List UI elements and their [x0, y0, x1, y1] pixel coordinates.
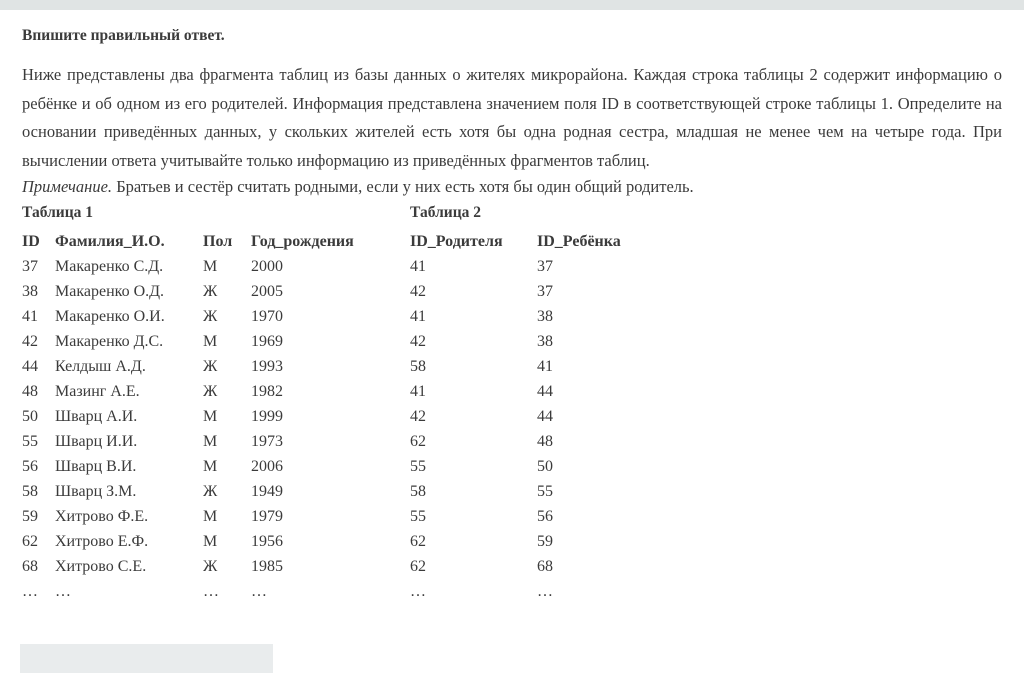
table-row: [22, 354, 410, 379]
table-1-col-birthyear: Год_рождения: [251, 232, 354, 250]
table-cell: 1956: [251, 532, 283, 550]
top-bar: [0, 0, 1024, 10]
table-cell: М: [203, 332, 218, 350]
table-2-block: [410, 203, 637, 604]
table-cell: 50: [22, 407, 38, 425]
table-row: [22, 579, 410, 604]
table-cell: Макаренко О.И.: [55, 307, 165, 325]
table-cell: …: [22, 582, 38, 600]
table-cell: 58: [410, 482, 426, 500]
table-cell: 56: [537, 507, 553, 525]
table-cell: 38: [22, 282, 38, 300]
question-text: Ниже представлены два фрагмента таблиц из базы данных о жителях микрорайона. Каждая строка таблицы 2 содержит информацию о ребёнке и об одном из его родителей. Информация представлена значением поля ID в соответствующей строке таблицы 1. Определите на основании приведённых данных, у скольких жителей есть хотя бы одна родная сестра, младшая не менее чем на четыре года. При вычислении ответа учитывайте только информацию из приведённых фрагментов таблиц.: [22, 65, 1002, 170]
table-row: [22, 329, 410, 354]
table-1-block: [22, 203, 410, 604]
table-row: [410, 354, 637, 379]
table-cell: …: [55, 582, 71, 600]
table-row: [22, 379, 410, 404]
table-row: [22, 479, 410, 504]
table-2-header-row: [410, 229, 637, 254]
table-cell: 48: [22, 382, 38, 400]
table-cell: Ж: [203, 382, 218, 400]
table-1-header-row: [22, 229, 410, 254]
table-cell: Хитрово С.Е.: [55, 557, 147, 575]
table-2: [410, 229, 637, 604]
table-cell: …: [537, 582, 553, 600]
table-row: [410, 504, 637, 529]
table-cell: 55: [410, 457, 426, 475]
note-text: Братьев и сестёр считать родными, если у них есть хотя бы один общий родитель.: [112, 177, 694, 196]
table-cell: 1970: [251, 307, 283, 325]
table-cell: 55: [22, 432, 38, 450]
table-1-col-id: ID: [22, 232, 40, 250]
table-cell: 68: [537, 557, 553, 575]
table-row: [410, 429, 637, 454]
table-row: [410, 579, 637, 604]
table-row: [410, 454, 637, 479]
table-cell: Мазинг А.Е.: [55, 382, 140, 400]
table-cell: 38: [537, 332, 553, 350]
table-cell: 1993: [251, 357, 283, 375]
table-row: [410, 329, 637, 354]
table-cell: М: [203, 407, 218, 425]
table-cell: 2006: [251, 457, 283, 475]
table-cell: М: [203, 457, 218, 475]
table-cell: 62: [410, 532, 426, 550]
table-row: [22, 304, 410, 329]
table-cell: 1973: [251, 432, 283, 450]
table-cell: 62: [22, 532, 38, 550]
table-cell: …: [203, 582, 219, 600]
table-cell: 68: [22, 557, 38, 575]
table-cell: Ж: [203, 557, 218, 575]
table-row: [22, 554, 410, 579]
table-cell: …: [410, 582, 426, 600]
table-cell: 58: [410, 357, 426, 375]
tables-row: [22, 203, 1002, 604]
note-label: Примечание.: [22, 177, 113, 196]
table-cell: 38: [537, 307, 553, 325]
question-content: [0, 26, 1024, 673]
table-cell: 37: [537, 257, 553, 275]
table-cell: 62: [410, 432, 426, 450]
table-cell: М: [203, 532, 218, 550]
table-cell: 41: [410, 382, 426, 400]
table-cell: 41: [537, 357, 553, 375]
table-cell: 37: [537, 282, 553, 300]
table-2-col-child-id: ID_Ребёнка: [537, 232, 621, 250]
table-row: [410, 304, 637, 329]
table-cell: Хитрово Ф.Е.: [55, 507, 149, 525]
table-cell: 42: [410, 407, 426, 425]
table-cell: Макаренко Д.С.: [55, 332, 164, 350]
table-row: [22, 504, 410, 529]
table-cell: 1969: [251, 332, 283, 350]
table-row: [22, 254, 410, 279]
table-row: [410, 479, 637, 504]
table-cell: Хитрово Е.Ф.: [55, 532, 149, 550]
table-cell: 1999: [251, 407, 283, 425]
table-1-title: Таблица 1: [22, 204, 93, 221]
table-cell: Шварц В.И.: [55, 457, 137, 475]
table-cell: 48: [537, 432, 553, 450]
table-cell: 59: [22, 507, 38, 525]
table-row: [410, 404, 637, 429]
table-1-col-name: Фамилия_И.О.: [55, 232, 165, 250]
table-cell: 1979: [251, 507, 283, 525]
table-cell: 62: [410, 557, 426, 575]
table-2-col-parent-id: ID_Родителя: [410, 232, 503, 250]
table-cell: 42: [22, 332, 38, 350]
table-row: [410, 279, 637, 304]
table-cell: 55: [410, 507, 426, 525]
table-cell: 42: [410, 282, 426, 300]
table-cell: Шварц А.И.: [55, 407, 138, 425]
table-2-title: Таблица 2: [410, 204, 481, 221]
table-cell: 1982: [251, 382, 283, 400]
table-row: [410, 379, 637, 404]
table-cell: Макаренко С.Д.: [55, 257, 164, 275]
table-cell: 37: [22, 257, 38, 275]
table-cell: 2000: [251, 257, 283, 275]
table-row: [22, 404, 410, 429]
table-cell: 55: [537, 482, 553, 500]
table-cell: Шварц З.М.: [55, 482, 137, 500]
table-row: [410, 554, 637, 579]
table-cell: 1985: [251, 557, 283, 575]
table-cell: 44: [537, 407, 553, 425]
table-row: [22, 429, 410, 454]
table-cell: М: [203, 507, 218, 525]
table-1-col-gender: Пол: [203, 232, 233, 250]
table-row: [22, 454, 410, 479]
table-row: [410, 529, 637, 554]
table-cell: Ж: [203, 482, 218, 500]
table-cell: Макаренко О.Д.: [55, 282, 165, 300]
answer-input[interactable]: [20, 644, 273, 673]
table-cell: 2005: [251, 282, 283, 300]
table-cell: М: [203, 257, 218, 275]
table-row: [22, 279, 410, 304]
page-title: Впишите правильный ответ.: [22, 27, 225, 44]
table-cell: 44: [537, 382, 553, 400]
table-cell: Ж: [203, 282, 218, 300]
question-note: [22, 175, 1002, 199]
table-cell: 58: [22, 482, 38, 500]
table-cell: Ж: [203, 357, 218, 375]
table-cell: М: [203, 432, 218, 450]
table-cell: 50: [537, 457, 553, 475]
table-cell: 44: [22, 357, 38, 375]
table-row: [22, 529, 410, 554]
table-cell: Шварц И.И.: [55, 432, 138, 450]
table-cell: 41: [22, 307, 38, 325]
table-cell: Ж: [203, 307, 218, 325]
table-cell: 59: [537, 532, 553, 550]
table-cell: …: [251, 582, 267, 600]
table-cell: 42: [410, 332, 426, 350]
table-row: [410, 254, 637, 279]
table-cell: 56: [22, 457, 38, 475]
table-1: [22, 229, 410, 604]
table-cell: 41: [410, 307, 426, 325]
table-cell: 41: [410, 257, 426, 275]
table-cell: Келдыш А.Д.: [55, 357, 146, 375]
table-cell: 1949: [251, 482, 283, 500]
